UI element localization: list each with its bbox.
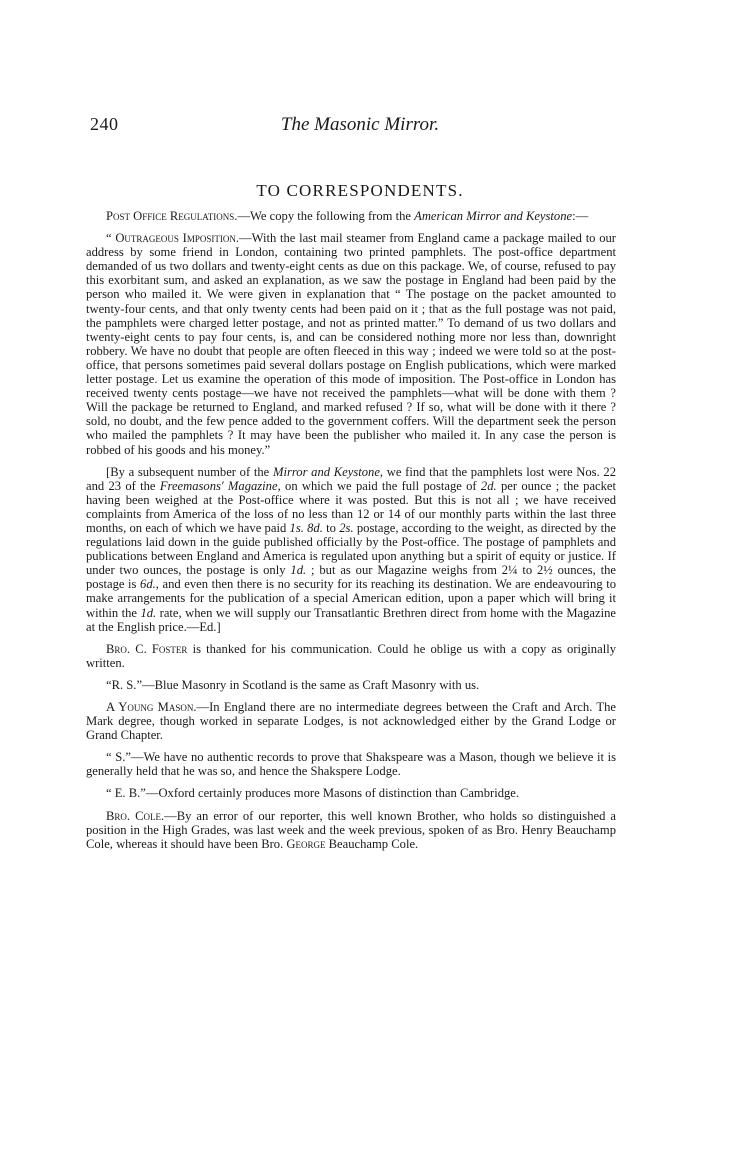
paragraph-text: is thanked for his communication. Could he oblige us with a copy as originally written. bbox=[86, 641, 616, 670]
paragraph-bro-cole bbox=[86, 809, 616, 851]
paragraph-young-mason bbox=[86, 700, 616, 742]
lead-in: A Young Mason. bbox=[106, 700, 197, 714]
page-number: 240 bbox=[90, 114, 119, 134]
paragraph-outrageous-imposition bbox=[86, 231, 616, 457]
correspondents-body bbox=[86, 209, 616, 859]
text-run: , and even then there is no security for its reaching its destination. We are endeavouring to make arrangements for the publication of a special American edition, upon a paper which will bring it within the bbox=[86, 577, 617, 620]
paragraph-editor-note bbox=[86, 465, 616, 634]
italic-run: Freemasons' Magazine bbox=[159, 478, 278, 493]
text-run: per ounce ; the packet having been weighed at the Post-office where it was posted. But this is not all ; we have received complaints from America of the loss of no less than 12 or 14 of our monthly parts within the last three months, on each of which we have paid bbox=[86, 478, 617, 535]
open-quote: “ bbox=[106, 231, 116, 246]
paragraph-r-s bbox=[86, 678, 616, 692]
paragraph-text: :— bbox=[572, 209, 589, 223]
section-title: TO CORRESPONDENTS. bbox=[256, 181, 464, 200]
italic-run: 2d. bbox=[480, 478, 497, 493]
paragraph-text: —We copy the following from the bbox=[237, 209, 415, 223]
italic-run: 2s. bbox=[339, 520, 354, 535]
running-title: The Masonic Mirror. bbox=[280, 114, 440, 135]
paragraph-bro-foster bbox=[86, 642, 616, 670]
source-title: American Mirror and Keystone bbox=[414, 209, 573, 223]
paragraph-text: —With the last mail steamer from England came a package mailed to our address by some friend in London, containing two printed pamphlets. The post-office department demanded of us two dollars and twenty-eight cents as due on this package. We, of course, refused to pay this exorbitant sum, and asked an explanation, as we saw the postage in England had been paid by the person who mailed it. We were given in explanation that “ The postage on the packet amounted to twenty-four cents, and that only twenty cents had been paid on it ; that as the full postage was not paid, the pamphlets were charged letter postage, and not as printed matter.” To demand of us two dollars and twenty-eight cents to pay four cents, is, and can be considered nothing more nor less than, downright robbery. We have no doubt that people are often fleeced in this way ; indeed we were told so at the post-office, that persons sometimes paid several dollars postage on English publications, which were marked letter postage. Let us examine the operation of this mode of imposition. The Post-office in London has received twenty cents postage—we have not received the pamphlets—what will be done with them ? Will the package be returned to England, and marked refused ? If so, what will be done with it there ? sold, no doubt, and the few pence added to the government coffers. Will the department seek the person who mailed the pamphlets ? It may have been the publisher who mailed it. In any case the person is robbed of his goods and his money.” bbox=[86, 231, 616, 457]
lead-in: Bro. Cole. bbox=[106, 808, 165, 823]
lead-in: Outrageous Imposition. bbox=[115, 231, 239, 246]
lead-in: Post Office Regulations. bbox=[106, 209, 238, 223]
paragraph-s bbox=[86, 750, 616, 778]
small-caps-name: George bbox=[286, 836, 326, 851]
text-run: rate, when we will supply our Transatlantic Brethren direct from home with the Magazine at the English price.—Ed.] bbox=[86, 605, 616, 634]
text-run: postage, according to the weight, as directed by the regulations laid down in the guide published officially by the Post-office. The postage of pamphlets and publications between England and America is regulated upon anything but a spirit of equity or justice. If under two ounces, the postage is only bbox=[86, 520, 616, 578]
paragraph-text: “R. S.”—Blue Masonry in Scotland is the same as Craft Masonry with us. bbox=[106, 677, 480, 692]
paragraph-text: —In England there are no intermediate degrees between the Craft and Arch. The Mark degree, though worked in separate Lodges, is not acknowledged either by the Grand Lodge or Grand Chapter. bbox=[86, 700, 616, 743]
page-header bbox=[90, 114, 630, 138]
paragraph-text: “ S.”—We have no authentic records to prove that Shakspeare was a Mason, though we believe it is generally held that he was so, and hence the Shakspere Lodge. bbox=[86, 750, 616, 779]
paragraph-e-b bbox=[86, 786, 616, 800]
lead-in: Bro. C. Foster bbox=[106, 641, 188, 656]
italic-run: 1d. bbox=[290, 563, 307, 578]
italic-run: 6d. bbox=[140, 577, 156, 592]
italic-run: 1d. bbox=[140, 605, 157, 620]
text-run: [By a subsequent number of the bbox=[106, 464, 273, 479]
paragraph-text: —By an error of our reporter, this well known Brother, who holds so distinguished a position in the High Grades, was last week and the week previous, spoken of as Bro. Henry Beauchamp Cole, whereas it should have been Bro. bbox=[86, 808, 616, 851]
text-run: , on which we paid the full postage of bbox=[277, 478, 481, 493]
italic-run: 1s. 8d. bbox=[289, 520, 323, 535]
text-run: ; but as our Magazine weighs from 2¼ to 2½ ounces, the postage is bbox=[86, 563, 616, 592]
text-run: , we find that the pamphlets lost were Nos. 22 and 23 of the bbox=[86, 464, 616, 493]
paragraph-post-office-regulations bbox=[86, 209, 616, 223]
text-run: to bbox=[322, 520, 340, 535]
italic-run: Mirror and Keystone bbox=[272, 464, 380, 479]
paragraph-text: “ E. B.”—Oxford certainly produces more Masons of distinction than Cambridge. bbox=[106, 786, 520, 801]
paragraph-text: Beauchamp Cole. bbox=[325, 836, 419, 851]
